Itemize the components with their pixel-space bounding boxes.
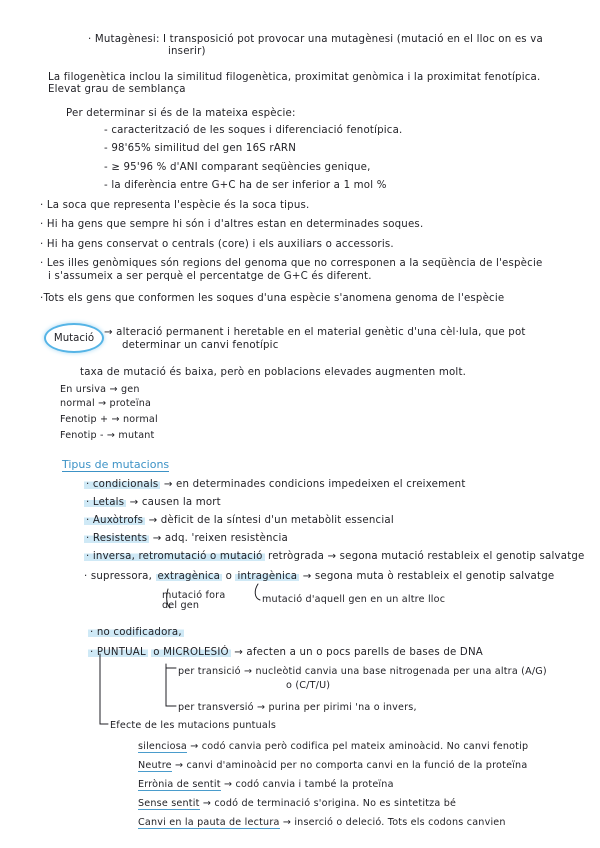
note-line: del gen (162, 600, 200, 611)
note-line: → alteració permanent i heretable en el material genètic d'una cèl·lula, que pot (104, 327, 526, 338)
note-line: · Les illes genòmiques són regions del genoma que no corresponen a la seqüència de l'espècie (40, 258, 543, 269)
underlined-term: Canvi en la pauta de lectura (138, 817, 280, 828)
note-line: - la diferència entre G+C ha de ser inferior a 1 mol % (104, 180, 387, 191)
note-line: ·Tots els gens que conformen les soques d'una espècie s'anomena genoma de l'espècie (40, 293, 505, 304)
brace-connector (167, 589, 170, 608)
note-line: · Hi ha gens conservat o centrals (core) i els auxiliars o accessoris. (40, 239, 394, 250)
note-line: · La soca que representa l'espècie és la soca tipus. (40, 200, 310, 211)
note-line: mutació d'aquell gen en un altre lloc (262, 594, 446, 605)
underlined-term: Errònia de sentit (138, 779, 221, 790)
definition-text: → dèficit de la síntesi d'un metabòlit essencial (148, 515, 394, 526)
note-line: Elevat grau de semblança (48, 84, 186, 95)
note-line: per transició → nucleòtid canvia una base nitrogenada per una altra (A/G) (178, 666, 547, 677)
definition-text: → canvi d'aminoàcid per no comporta canvi en la funció de la proteïna (175, 760, 528, 771)
note-line: La filogenètica inclou la similitud filogenètica, proximitat genòmica i la proximitat fenotípica. (48, 72, 541, 83)
note-line: - 98'65% similitud del gen 16S rARN (104, 143, 297, 154)
definition-text: → en determinades condicions impedeixen el creixement (163, 479, 466, 490)
highlighted-term: · condicionals (86, 479, 159, 490)
note-line: inserir) (168, 46, 206, 57)
note-line: mutació fora (162, 590, 226, 601)
highlighted-term: · no codificadora, (90, 627, 182, 638)
note-line: per transversió → purina per pirimi 'na o invers, (178, 702, 417, 713)
section-title: Tipus de mutacions (62, 458, 170, 471)
highlighted-term: o MICROLESIÓ (153, 647, 229, 658)
term-text: o (225, 571, 233, 582)
highlighted-term: intragènica (237, 571, 298, 582)
note-line: · Hi ha gens que sempre hi són i d'altres estan en determinades soques. (40, 219, 424, 230)
highlighted-term: · inversa, retromutació o mutació (86, 551, 263, 562)
highlighted-term: extragènica (157, 571, 221, 582)
note-line: Efecte de les mutacions puntuals (110, 720, 277, 731)
term-text: · supressora, (84, 571, 153, 582)
definition-text: → inserció o deleció. Tots els codons canvien (282, 817, 506, 828)
definition-text: → codó de terminació s'origina. No es sintetitza bé (202, 798, 457, 809)
note-line: taxa de mutació és baixa, però en poblacions elevades augmenten molt. (80, 367, 467, 378)
definition-text: → segona muta ò restableix el genotip salvatge (302, 571, 555, 582)
note-line: normal → proteïna (60, 398, 152, 409)
definition-text: → codó canvia però codifica pel mateix aminoàcid. No canvi fenotip (190, 741, 529, 752)
highlighted-term: · PUNTUAL (90, 647, 146, 658)
note-line: · Mutagènesi: I transposició pot provocar una mutagènesi (mutació en el lloc on es va (88, 34, 543, 45)
note-line: Per determinar si és de la mateixa espècie: (66, 108, 296, 119)
note-line: i s'assumeix a ser perquè el percentatge de G+C és diferent. (48, 271, 372, 282)
mutacio-term: Mutació (53, 332, 95, 344)
underlined-term: silenciosa (138, 741, 187, 752)
highlighted-term: · Resistents (86, 533, 148, 544)
note-line: Fenotip + → normal (60, 414, 158, 425)
definition-text: retrògrada → segona mutació restableix el genotip salvatge (268, 551, 585, 562)
underlined-term: Neutre (138, 760, 172, 771)
tree-connector (100, 654, 108, 724)
highlighted-term: · Letals (86, 497, 125, 508)
brace-connector (255, 584, 260, 600)
underlined-term: Sense sentit (138, 798, 200, 809)
note-line: En ursiva → gen (60, 384, 140, 395)
note-line: o (C/T/U) (286, 680, 331, 691)
definition-text: → afecten a un o pocs parells de bases de DNA (234, 647, 483, 658)
definition-text: → causen la mort (129, 497, 221, 508)
definition-text: → adq. 'reixen resistència (152, 533, 288, 544)
note-line: - ≥ 95'96 % d'ANI comparant seqüències genique, (104, 162, 371, 173)
note-line: - caracterització de les soques i diferenciació fenotípica. (104, 125, 403, 136)
note-line: Fenotip - → mutant (60, 430, 155, 441)
tree-connector (166, 664, 176, 706)
note-line: determinar un canvi fenotípic (122, 340, 279, 351)
highlighted-term: · Auxòtrofs (86, 515, 144, 526)
definition-text: → codó canvia i també la proteïna (223, 779, 394, 790)
